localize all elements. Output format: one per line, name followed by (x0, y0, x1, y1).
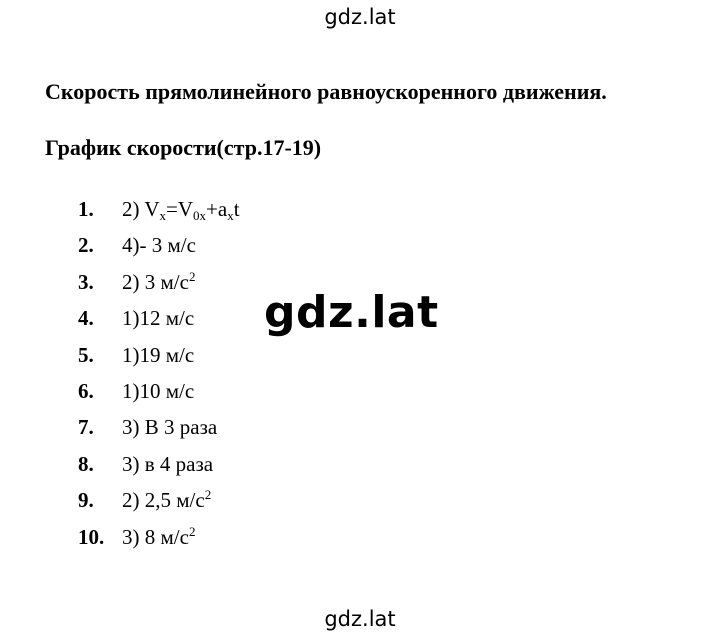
answer-text-part: 2) V (122, 197, 160, 221)
answer-text-part: =V (166, 197, 194, 221)
answer-text-part: 1)10 м/с (122, 378, 195, 403)
subscript: 0x (193, 208, 207, 223)
answer-number: 8. (78, 451, 94, 476)
answer-text (122, 415, 217, 439)
answer-number: 1. (78, 197, 94, 221)
answer-number: 5. (78, 342, 94, 367)
answer-text-part: 3) 8 м/с (122, 524, 189, 549)
answer-text (122, 343, 194, 367)
answer-text (122, 452, 213, 476)
answer-text (122, 488, 211, 512)
page-title: Скорость прямолинейного равноускоренного движения. (45, 79, 607, 104)
answer-item (78, 264, 240, 300)
superscript: 2 (188, 268, 196, 284)
answer-text-part: t (233, 197, 240, 221)
answer-number: 3. (78, 269, 94, 294)
answer-text (122, 379, 194, 403)
answer-item (78, 409, 240, 445)
answer-text (122, 270, 195, 294)
answer-number: 9. (78, 488, 94, 513)
answer-number: 4. (78, 306, 94, 331)
answer-text (122, 306, 194, 330)
answer-item (78, 191, 240, 227)
subscript: x (227, 208, 234, 223)
answer-text (122, 197, 240, 221)
answer-text-part: 3) в 4 раза (122, 451, 214, 476)
answer-text-part: 3) В 3 раза (122, 415, 218, 440)
answer-number: 6. (78, 378, 94, 403)
subscript: x (159, 208, 167, 223)
superscript: 2 (188, 523, 196, 539)
answer-number: 2. (78, 233, 94, 258)
answer-number: 7. (78, 415, 94, 440)
watermark-center: gdz.lat (264, 287, 439, 338)
watermark-bottom: gdz.lat (324, 607, 396, 631)
answer-text-part: 2) 3 м/с (122, 269, 189, 294)
answer-item (78, 300, 240, 336)
answer-text-part: 1)19 м/с (122, 342, 195, 367)
answer-text-part: +a (206, 197, 228, 221)
answer-item (78, 519, 240, 555)
answer-text-part: 2) 2,5 м/с (122, 488, 205, 513)
answer-text (122, 525, 195, 549)
superscript: 2 (204, 487, 212, 503)
answer-text-part: 1)12 м/с (122, 306, 195, 331)
answer-item (78, 482, 240, 518)
answer-number: 10. (78, 524, 105, 549)
section-subtitle: График скорости(стр.17-19) (45, 135, 322, 160)
answer-item (78, 227, 240, 263)
answer-list (78, 191, 240, 555)
watermark-top: gdz.lat (324, 5, 396, 29)
answer-item (78, 446, 240, 482)
answer-text (122, 233, 196, 257)
answer-text-part: 4)- 3 м/с (122, 233, 196, 258)
answer-item (78, 373, 240, 409)
answer-item (78, 337, 240, 373)
